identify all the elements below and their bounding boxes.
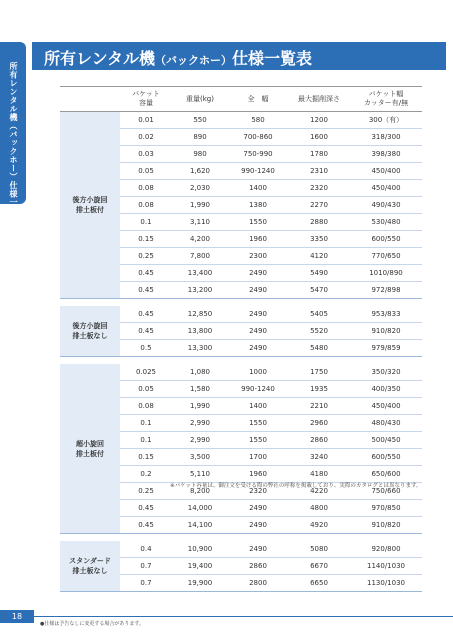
table-row: [60, 306, 422, 323]
table-cell: 0.2: [120, 466, 172, 483]
table-cell: 972/898: [350, 282, 422, 299]
table-row: [60, 112, 422, 129]
header-depth: 最大掘削深さ: [288, 87, 350, 112]
title-banner: [32, 42, 446, 70]
group-gap: [60, 357, 422, 365]
table-cell: 0.4: [120, 541, 172, 558]
table-cell: 318/300: [350, 129, 422, 146]
table-cell: 14,000: [172, 500, 228, 517]
table-row: [60, 364, 422, 381]
table-cell: 14,100: [172, 517, 228, 534]
table-cell: 5480: [288, 340, 350, 357]
table-cell: 1010/890: [350, 265, 422, 282]
table-cell: 0.01: [120, 112, 172, 129]
table-cell: 1380: [228, 197, 288, 214]
table-cell: 2490: [228, 323, 288, 340]
table-cell: 0.45: [120, 323, 172, 340]
table-cell: 4180: [288, 466, 350, 483]
table-cell: 0.5: [120, 340, 172, 357]
group-label: 後方小旋回 排土板なし: [60, 306, 120, 357]
group-label: 後方小旋回 排土板付: [60, 112, 120, 299]
table-cell: 550: [172, 112, 228, 129]
group-label: スタンダード 排土板なし: [60, 541, 120, 592]
table-header-row: [60, 87, 422, 112]
spec-table-body: [60, 112, 422, 592]
table-cell: 2210: [288, 398, 350, 415]
table-cell: 650/600: [350, 466, 422, 483]
table-cell: 1780: [288, 146, 350, 163]
table-cell: 350/320: [350, 364, 422, 381]
table-cell: 10,900: [172, 541, 228, 558]
title-main: 所有レンタル機: [44, 49, 155, 68]
table-cell: 0.45: [120, 265, 172, 282]
table-cell: 0.05: [120, 381, 172, 398]
table-cell: 2860: [288, 432, 350, 449]
table-cell: 13,400: [172, 265, 228, 282]
table-cell: 2960: [288, 415, 350, 432]
table-cell: 4800: [288, 500, 350, 517]
table-cell: 2800: [228, 575, 288, 592]
table-cell: 890: [172, 129, 228, 146]
table-cell: 2490: [228, 517, 288, 534]
table-cell: 1700: [228, 449, 288, 466]
table-cell: 1,990: [172, 398, 228, 415]
table-cell: 2860: [228, 558, 288, 575]
table-cell: 0.25: [120, 483, 172, 500]
table-cell: 0.1: [120, 432, 172, 449]
table-cell: 7,800: [172, 248, 228, 265]
table-cell: 1550: [228, 432, 288, 449]
table-cell: 0.1: [120, 214, 172, 231]
table-cell: 4920: [288, 517, 350, 534]
table-cell: 700-860: [228, 129, 288, 146]
table-cell: 5470: [288, 282, 350, 299]
table-cell: 3350: [288, 231, 350, 248]
table-cell: 750/660: [350, 483, 422, 500]
footer-note: ●仕様は予告なしに変更する場合があります。: [40, 621, 144, 627]
header-width: 全 幅: [228, 87, 288, 112]
table-cell: 1750: [288, 364, 350, 381]
table-cell: 2,990: [172, 432, 228, 449]
table-row: [60, 541, 422, 558]
table-cell: 1140/1030: [350, 558, 422, 575]
table-cell: 970/850: [350, 500, 422, 517]
header-bucket: バケット 容量: [120, 87, 172, 112]
table-cell: 300（有）: [350, 112, 422, 129]
table-cell: 0.05: [120, 163, 172, 180]
table-cell: 2490: [228, 340, 288, 357]
group-label: 超小旋回 排土板付: [60, 364, 120, 534]
table-cell: 953/833: [350, 306, 422, 323]
table-cell: 480/430: [350, 415, 422, 432]
table-cell: 12,850: [172, 306, 228, 323]
table-cell: 8,200: [172, 483, 228, 500]
table-cell: 6650: [288, 575, 350, 592]
table-cell: 1,990: [172, 197, 228, 214]
table-cell: 580: [228, 112, 288, 129]
table-cell: 1000: [228, 364, 288, 381]
table-cell: 1550: [228, 415, 288, 432]
title-tail: 仕様一覧表: [231, 49, 312, 68]
table-cell: 5080: [288, 541, 350, 558]
table-cell: 1960: [228, 466, 288, 483]
table-cell: 1400: [228, 398, 288, 415]
table-cell: 0.08: [120, 197, 172, 214]
group-gap: [60, 299, 422, 307]
header-weight: 重量(kg): [172, 87, 228, 112]
table-cell: 3240: [288, 449, 350, 466]
table-cell: 4220: [288, 483, 350, 500]
table-cell: 1400: [228, 180, 288, 197]
table-cell: 1600: [288, 129, 350, 146]
table-cell: 0.15: [120, 449, 172, 466]
table-cell: 2490: [228, 282, 288, 299]
table-cell: 5490: [288, 265, 350, 282]
table-cell: 2880: [288, 214, 350, 231]
table-cell: 19,400: [172, 558, 228, 575]
table-cell: 450/400: [350, 163, 422, 180]
table-cell: 5,110: [172, 466, 228, 483]
table-cell: 1550: [228, 214, 288, 231]
table-cell: 2310: [288, 163, 350, 180]
table-cell: 2270: [288, 197, 350, 214]
table-cell: 2300: [228, 248, 288, 265]
table-cell: 990-1240: [228, 163, 288, 180]
table-cell: 0.08: [120, 398, 172, 415]
table-cell: 750-990: [228, 146, 288, 163]
page-number: 18: [0, 610, 34, 623]
table-cell: 600/550: [350, 449, 422, 466]
table-cell: 13,800: [172, 323, 228, 340]
table-cell: 0.45: [120, 306, 172, 323]
table-cell: 0.08: [120, 180, 172, 197]
page-title: [44, 46, 312, 69]
table-cell: 0.025: [120, 364, 172, 381]
table-cell: 13,200: [172, 282, 228, 299]
table-cell: 990-1240: [228, 381, 288, 398]
table-cell: 0.03: [120, 146, 172, 163]
table-cell: 0.45: [120, 517, 172, 534]
footer-divider: [34, 616, 453, 617]
table-cell: 1935: [288, 381, 350, 398]
table-cell: 19,900: [172, 575, 228, 592]
table-cell: 2490: [228, 541, 288, 558]
table-cell: 1960: [228, 231, 288, 248]
table-cell: 450/400: [350, 180, 422, 197]
table-cell: 0.1: [120, 415, 172, 432]
table-cell: 2,030: [172, 180, 228, 197]
table-cell: 980: [172, 146, 228, 163]
table-cell: 2,990: [172, 415, 228, 432]
table-cell: 1,620: [172, 163, 228, 180]
table-cell: 2320: [288, 180, 350, 197]
table-cell: 770/650: [350, 248, 422, 265]
table-cell: 400/350: [350, 381, 422, 398]
table-cell: 490/430: [350, 197, 422, 214]
group-gap: [60, 534, 422, 542]
spec-table: [60, 86, 422, 592]
table-cell: 1,080: [172, 364, 228, 381]
table-cell: 2490: [228, 306, 288, 323]
table-cell: 13,300: [172, 340, 228, 357]
table-cell: 0.45: [120, 500, 172, 517]
table-cell: 450/400: [350, 398, 422, 415]
table-cell: 0.7: [120, 558, 172, 575]
table-cell: 600/550: [350, 231, 422, 248]
bucket-note: ※バケット容量は、御注文を受ける際の弊社の呼称を掲載しており、実際のカタログとは異なります。: [170, 483, 422, 489]
table-cell: 0.7: [120, 575, 172, 592]
table-cell: 920/800: [350, 541, 422, 558]
table-cell: 910/820: [350, 517, 422, 534]
table-cell: 1,580: [172, 381, 228, 398]
table-cell: 0.02: [120, 129, 172, 146]
table-cell: 500/450: [350, 432, 422, 449]
header-blank: [60, 87, 120, 112]
table-cell: 5405: [288, 306, 350, 323]
table-cell: 2490: [228, 265, 288, 282]
header-bucket-width: バケット幅 カッター有/無: [350, 87, 422, 112]
table-cell: 398/380: [350, 146, 422, 163]
table-cell: 2490: [228, 500, 288, 517]
table-cell: 3,500: [172, 449, 228, 466]
table-cell: 0.15: [120, 231, 172, 248]
table-cell: 979/859: [350, 340, 422, 357]
table-cell: 2320: [228, 483, 288, 500]
table-cell: 0.25: [120, 248, 172, 265]
table-cell: 0.45: [120, 282, 172, 299]
side-tab-label: 所有レンタル機（バックホー）仕様一覧表: [9, 62, 18, 224]
table-cell: 6670: [288, 558, 350, 575]
title-sub: （バックホー）: [154, 54, 232, 67]
table-cell: 4,200: [172, 231, 228, 248]
table-cell: 1130/1030: [350, 575, 422, 592]
table-cell: 5520: [288, 323, 350, 340]
table-cell: 530/480: [350, 214, 422, 231]
table-cell: 3,110: [172, 214, 228, 231]
table-cell: 1200: [288, 112, 350, 129]
table-cell: 910/820: [350, 323, 422, 340]
table-cell: 4120: [288, 248, 350, 265]
